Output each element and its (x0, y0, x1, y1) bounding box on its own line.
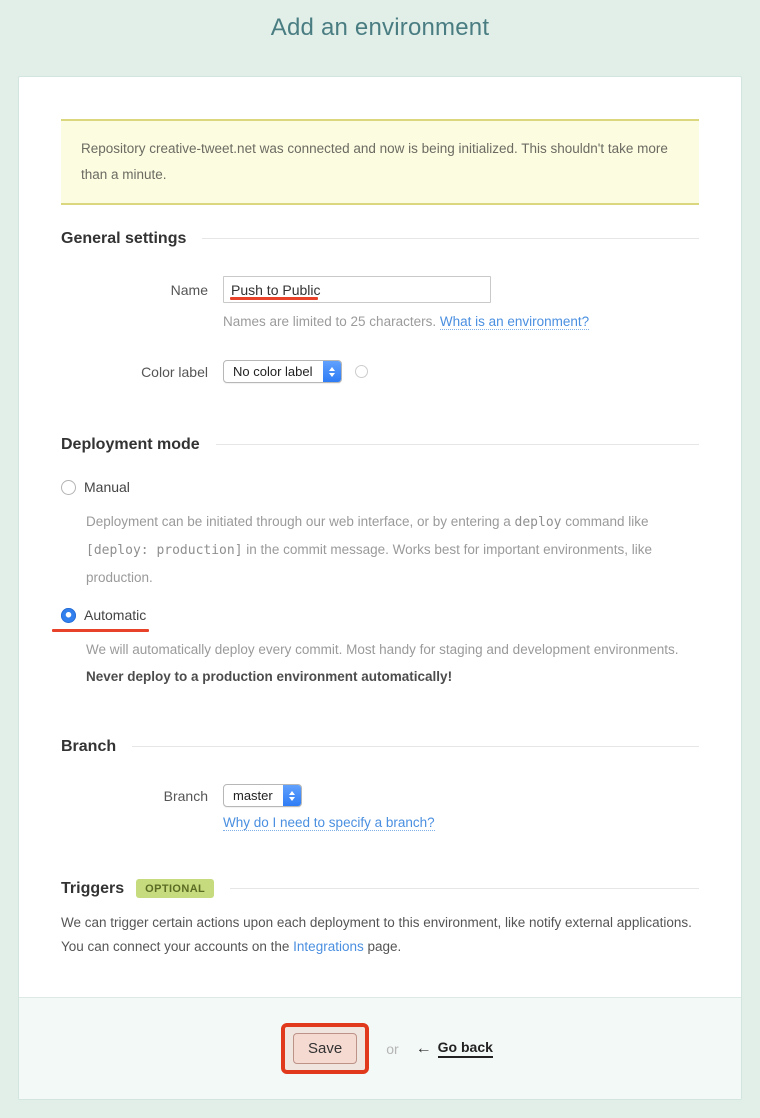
section-divider (216, 444, 699, 445)
page-title: Add an environment (270, 14, 490, 41)
integrations-link[interactable]: Integrations (293, 939, 364, 954)
annotation-highlight-save (281, 1023, 369, 1074)
select-stepper-icon (283, 785, 301, 806)
manual-radio-label[interactable]: Manual (84, 479, 130, 495)
section-divider (132, 746, 699, 747)
general-settings-heading: General settings (61, 230, 187, 247)
color-label-label: Color label (141, 363, 208, 380)
branch-section-header (61, 737, 699, 756)
triggers-heading: Triggers (61, 880, 125, 897)
name-row (61, 276, 699, 303)
manual-code-deploy: deploy (514, 515, 562, 530)
optional-badge: OPTIONAL (136, 879, 214, 898)
triggers-section-header (61, 879, 699, 898)
color-label-select-value: No color label (233, 364, 313, 379)
manual-desc-text: in the commit message. Works best for important environments, like production. (86, 542, 652, 585)
deployment-mode-section-header (61, 435, 699, 454)
annotation-underline-name (230, 297, 318, 300)
manual-radio-option[interactable] (61, 479, 130, 496)
automatic-radio-label[interactable]: Automatic (84, 607, 147, 623)
page-header (0, 0, 760, 43)
automatic-radio[interactable] (61, 608, 76, 623)
what-is-environment-link[interactable]: What is an environment? (439, 314, 590, 329)
manual-desc-text: Deployment can be initiated through our web interface, or by entering a (86, 514, 515, 529)
form-footer (19, 997, 741, 1099)
manual-description (86, 508, 699, 591)
notice-banner (61, 119, 699, 205)
notice-text: Repository creative-tweet.net was connected and now is being initialized. This shouldn't take more than a minute. (81, 141, 668, 182)
section-divider (202, 238, 699, 239)
triggers-description (61, 911, 699, 959)
go-back-link[interactable] (416, 1039, 493, 1058)
color-label-select[interactable] (223, 360, 342, 383)
manual-radio[interactable] (61, 480, 76, 495)
branch-row (61, 784, 699, 807)
automatic-desc-warning: Never deploy to a production environment automatically! (86, 669, 453, 684)
go-back-label: Go back (438, 1039, 493, 1058)
branch-select[interactable] (223, 784, 302, 807)
back-arrow-icon: ← (415, 1039, 432, 1057)
name-hint (223, 313, 699, 330)
annotation-underline-automatic (52, 629, 149, 632)
triggers-desc-text: page. (363, 939, 402, 954)
deployment-mode-heading: Deployment mode (61, 436, 200, 453)
branch-select-value: master (233, 788, 273, 803)
form-card (18, 76, 742, 1100)
general-settings-section-header (61, 229, 699, 248)
manual-desc-text: command like (561, 514, 649, 529)
automatic-desc-text: We will automatically deploy every commit. Most handy for staging and development environments. (86, 642, 679, 657)
section-divider (230, 888, 699, 889)
name-label: Name (170, 281, 208, 298)
save-button[interactable]: Save (293, 1033, 357, 1064)
or-text: or (386, 1040, 399, 1057)
color-label-row (61, 360, 699, 383)
automatic-description (86, 636, 699, 690)
automatic-radio-option[interactable] (61, 607, 146, 624)
manual-code-deploy-production: [deploy: production] (86, 543, 243, 558)
select-stepper-icon (323, 361, 341, 382)
branch-hint (223, 814, 699, 831)
branch-label: Branch (163, 787, 208, 804)
name-hint-text: Names are limited to 25 characters. (223, 314, 437, 329)
name-input-wrap (223, 276, 491, 303)
triggers-desc-text: We can trigger certain actions upon each deployment to this environment, like notify external applications. You can connect your accounts on the (61, 915, 692, 954)
branch-heading: Branch (61, 738, 117, 755)
why-specify-branch-link[interactable]: Why do I need to specify a branch? (223, 815, 435, 830)
color-preview-dot (355, 365, 368, 378)
